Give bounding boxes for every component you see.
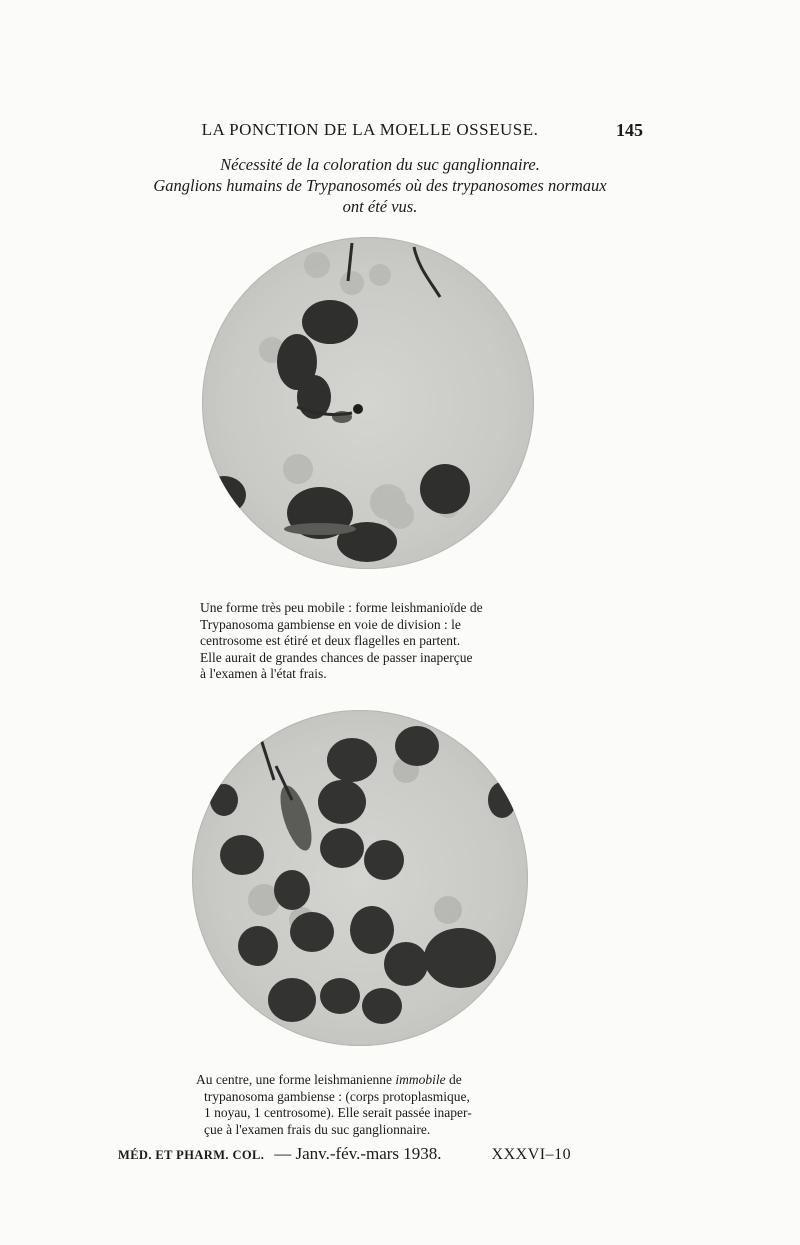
subtitle-line-1: Nécessité de la coloration du suc ganglionnaire. bbox=[220, 155, 540, 174]
figure-subtitle bbox=[110, 154, 650, 217]
caption-1-line: Une forme très peu mobile : forme leishmanioïde de bbox=[200, 600, 483, 615]
micrograph-2-image bbox=[192, 710, 528, 1046]
figure-1-caption bbox=[200, 600, 536, 683]
micrograph-1 bbox=[202, 237, 534, 569]
caption-2-line: trypanosoma gambiense : (corps protoplasmique, bbox=[204, 1088, 470, 1104]
caption-2-italic: immobile bbox=[395, 1072, 446, 1087]
footer-date: — Janv.-fév.-mars 1938. bbox=[274, 1144, 442, 1163]
micrograph-2 bbox=[192, 710, 528, 1046]
caption-2-line: çue à l'examen frais du suc ganglionnaire. bbox=[204, 1121, 431, 1137]
caption-2-first-line bbox=[196, 1072, 528, 1089]
caption-1-line: à l'examen à l'état frais. bbox=[200, 666, 327, 681]
footer-signature: XXXVI–10 bbox=[491, 1146, 572, 1163]
page-number: 145 bbox=[616, 120, 643, 140]
subtitle-line-2: Ganglions humains de Trypanosomés où des trypanosomes normaux bbox=[153, 176, 607, 195]
caption-2-line: 1 noyau, 1 centrosome). Elle serait passée inaper- bbox=[204, 1105, 472, 1120]
page-footer bbox=[118, 1144, 588, 1164]
footer-journal: MÉD. ET PHARM. COL. bbox=[118, 1148, 265, 1162]
caption-2-suffix: de bbox=[445, 1072, 462, 1087]
caption-2-prefix: Au centre, une forme leishmanienne bbox=[196, 1072, 396, 1087]
figure-2-caption bbox=[196, 1072, 528, 1138]
subtitle-line-3: ont été vus. bbox=[342, 197, 418, 216]
caption-1-line: Elle aurait de grandes chances de passer inaperçue bbox=[200, 649, 473, 665]
micrograph-1-image bbox=[202, 237, 534, 569]
caption-1-line: centrosome est étiré et deux flagelles en partent. bbox=[200, 633, 461, 648]
caption-1-line: Trypanosoma gambiense en voie de division : le bbox=[200, 616, 461, 632]
running-head: LA PONCTION DE LA MOELLE OSSEUSE. bbox=[201, 120, 539, 139]
